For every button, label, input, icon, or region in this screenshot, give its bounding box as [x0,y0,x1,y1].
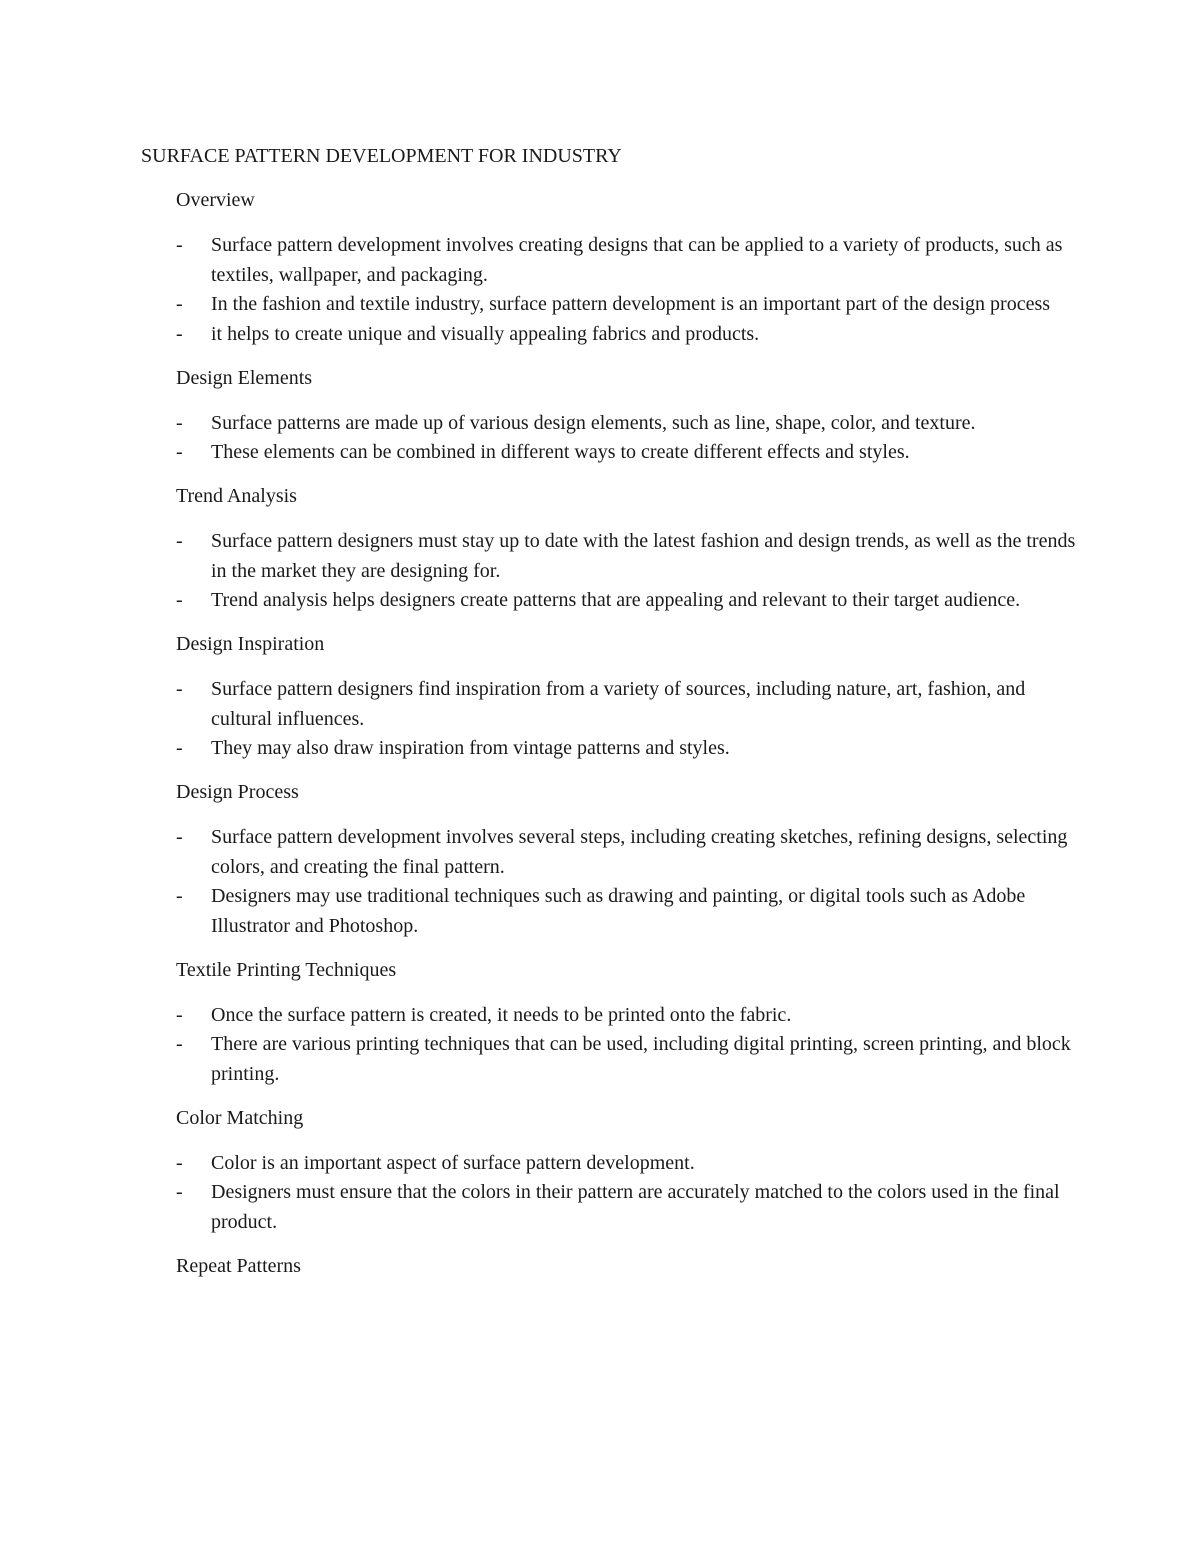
bullet-item [176,527,1076,586]
bullet-item [176,438,1076,468]
bullet-dash-marker: - [176,737,183,759]
bullet-item [176,1149,1076,1179]
bullet-text: Designers must ensure that the colors in their pattern are accurately matched to the colors used in the final product. [211,1181,1060,1233]
bullet-text: There are various printing techniques that can be used, including digital printing, screen printing, and block printing. [211,1033,1071,1085]
bullet-list [176,527,1076,616]
bullet-text: Once the surface pattern is created, it needs to be printed onto the fabric. [211,1003,792,1026]
bullet-item [176,231,1076,290]
bullet-item [176,882,1076,941]
bullet-text: Surface pattern development involves several steps, including creating sketches, refining designs, selecting colors, and creating the final pattern. [211,826,1068,878]
bullet-dash-marker: - [176,1033,183,1055]
section-heading: Color Matching [176,1106,304,1129]
bullet-item [176,320,1076,350]
bullet-item [176,1001,1076,1031]
bullet-text: Trend analysis helps designers create patterns that are appealing and relevant to their target audience. [211,589,1021,611]
bullet-list [176,1149,1076,1238]
section-heading: Repeat Patterns [176,1254,301,1277]
section-heading: Design Elements [176,366,313,389]
bullet-text: They may also draw inspiration from vintage patterns and styles. [211,737,730,759]
bullet-text: Color is an important aspect of surface pattern development. [211,1151,695,1174]
bullet-dash-marker: - [176,826,183,848]
bullet-item [176,734,1076,764]
bullet-dash-marker: - [176,234,183,256]
bullet-dash-marker: - [176,530,183,552]
bullet-list [176,675,1076,764]
bullet-list [176,231,1076,349]
bullet-item [176,675,1076,734]
bullet-text: Surface pattern designers find inspiration from a variety of sources, including nature, art, fashion, and cultural influences. [211,678,1026,730]
bullet-dash-marker: - [176,322,183,345]
section-heading: Trend Analysis [176,485,297,507]
bullet-dash-marker: - [176,1003,183,1026]
section-heading: Design Inspiration [176,633,325,655]
bullet-dash-marker: - [176,678,183,700]
bullet-dash-marker: - [176,293,183,315]
bullet-list [176,823,1076,941]
bullet-text: Designers may use traditional techniques such as drawing and painting, or digital tools such as Adobe Illustrator and Photoshop. [211,885,1026,937]
bullet-list [176,409,1076,468]
bullet-dash-marker: - [176,885,183,907]
bullet-dash-marker: - [176,441,183,463]
bullet-item [176,409,1076,439]
bullet-text: it helps to create unique and visually appealing fabrics and products. [211,322,760,345]
bullet-item [176,586,1076,616]
bullet-dash-marker: - [176,1181,183,1203]
bullet-dash-marker: - [176,589,183,611]
bullet-text: Surface pattern development involves creating designs that can be applied to a variety of products, such as textiles, wallpaper, and packaging. [211,234,1063,286]
bullet-text: These elements can be combined in different ways to create different effects and styles. [211,441,910,463]
bullet-list [176,1001,1076,1090]
bullet-item [176,1178,1076,1237]
bullet-item [176,1030,1076,1089]
bullet-dash-marker: - [176,411,183,434]
document-body [176,186,1076,1297]
bullet-dash-marker: - [176,1151,183,1174]
section-heading: Overview [176,189,255,211]
bullet-text: Surface pattern designers must stay up to date with the latest fashion and design trends, as well as the trends in the market they are designing for. [211,530,1076,582]
bullet-text: Surface patterns are made up of various design elements, such as line, shape, color, and texture. [211,411,976,434]
bullet-text: In the fashion and textile industry, surface pattern development is an important part of the design process [211,293,1051,315]
section-heading: Textile Printing Techniques [176,958,397,981]
bullet-item [176,823,1076,882]
document-title: SURFACE PATTERN DEVELOPMENT FOR INDUSTRY [141,145,622,167]
section-heading: Design Process [176,781,299,803]
bullet-item [176,290,1076,320]
